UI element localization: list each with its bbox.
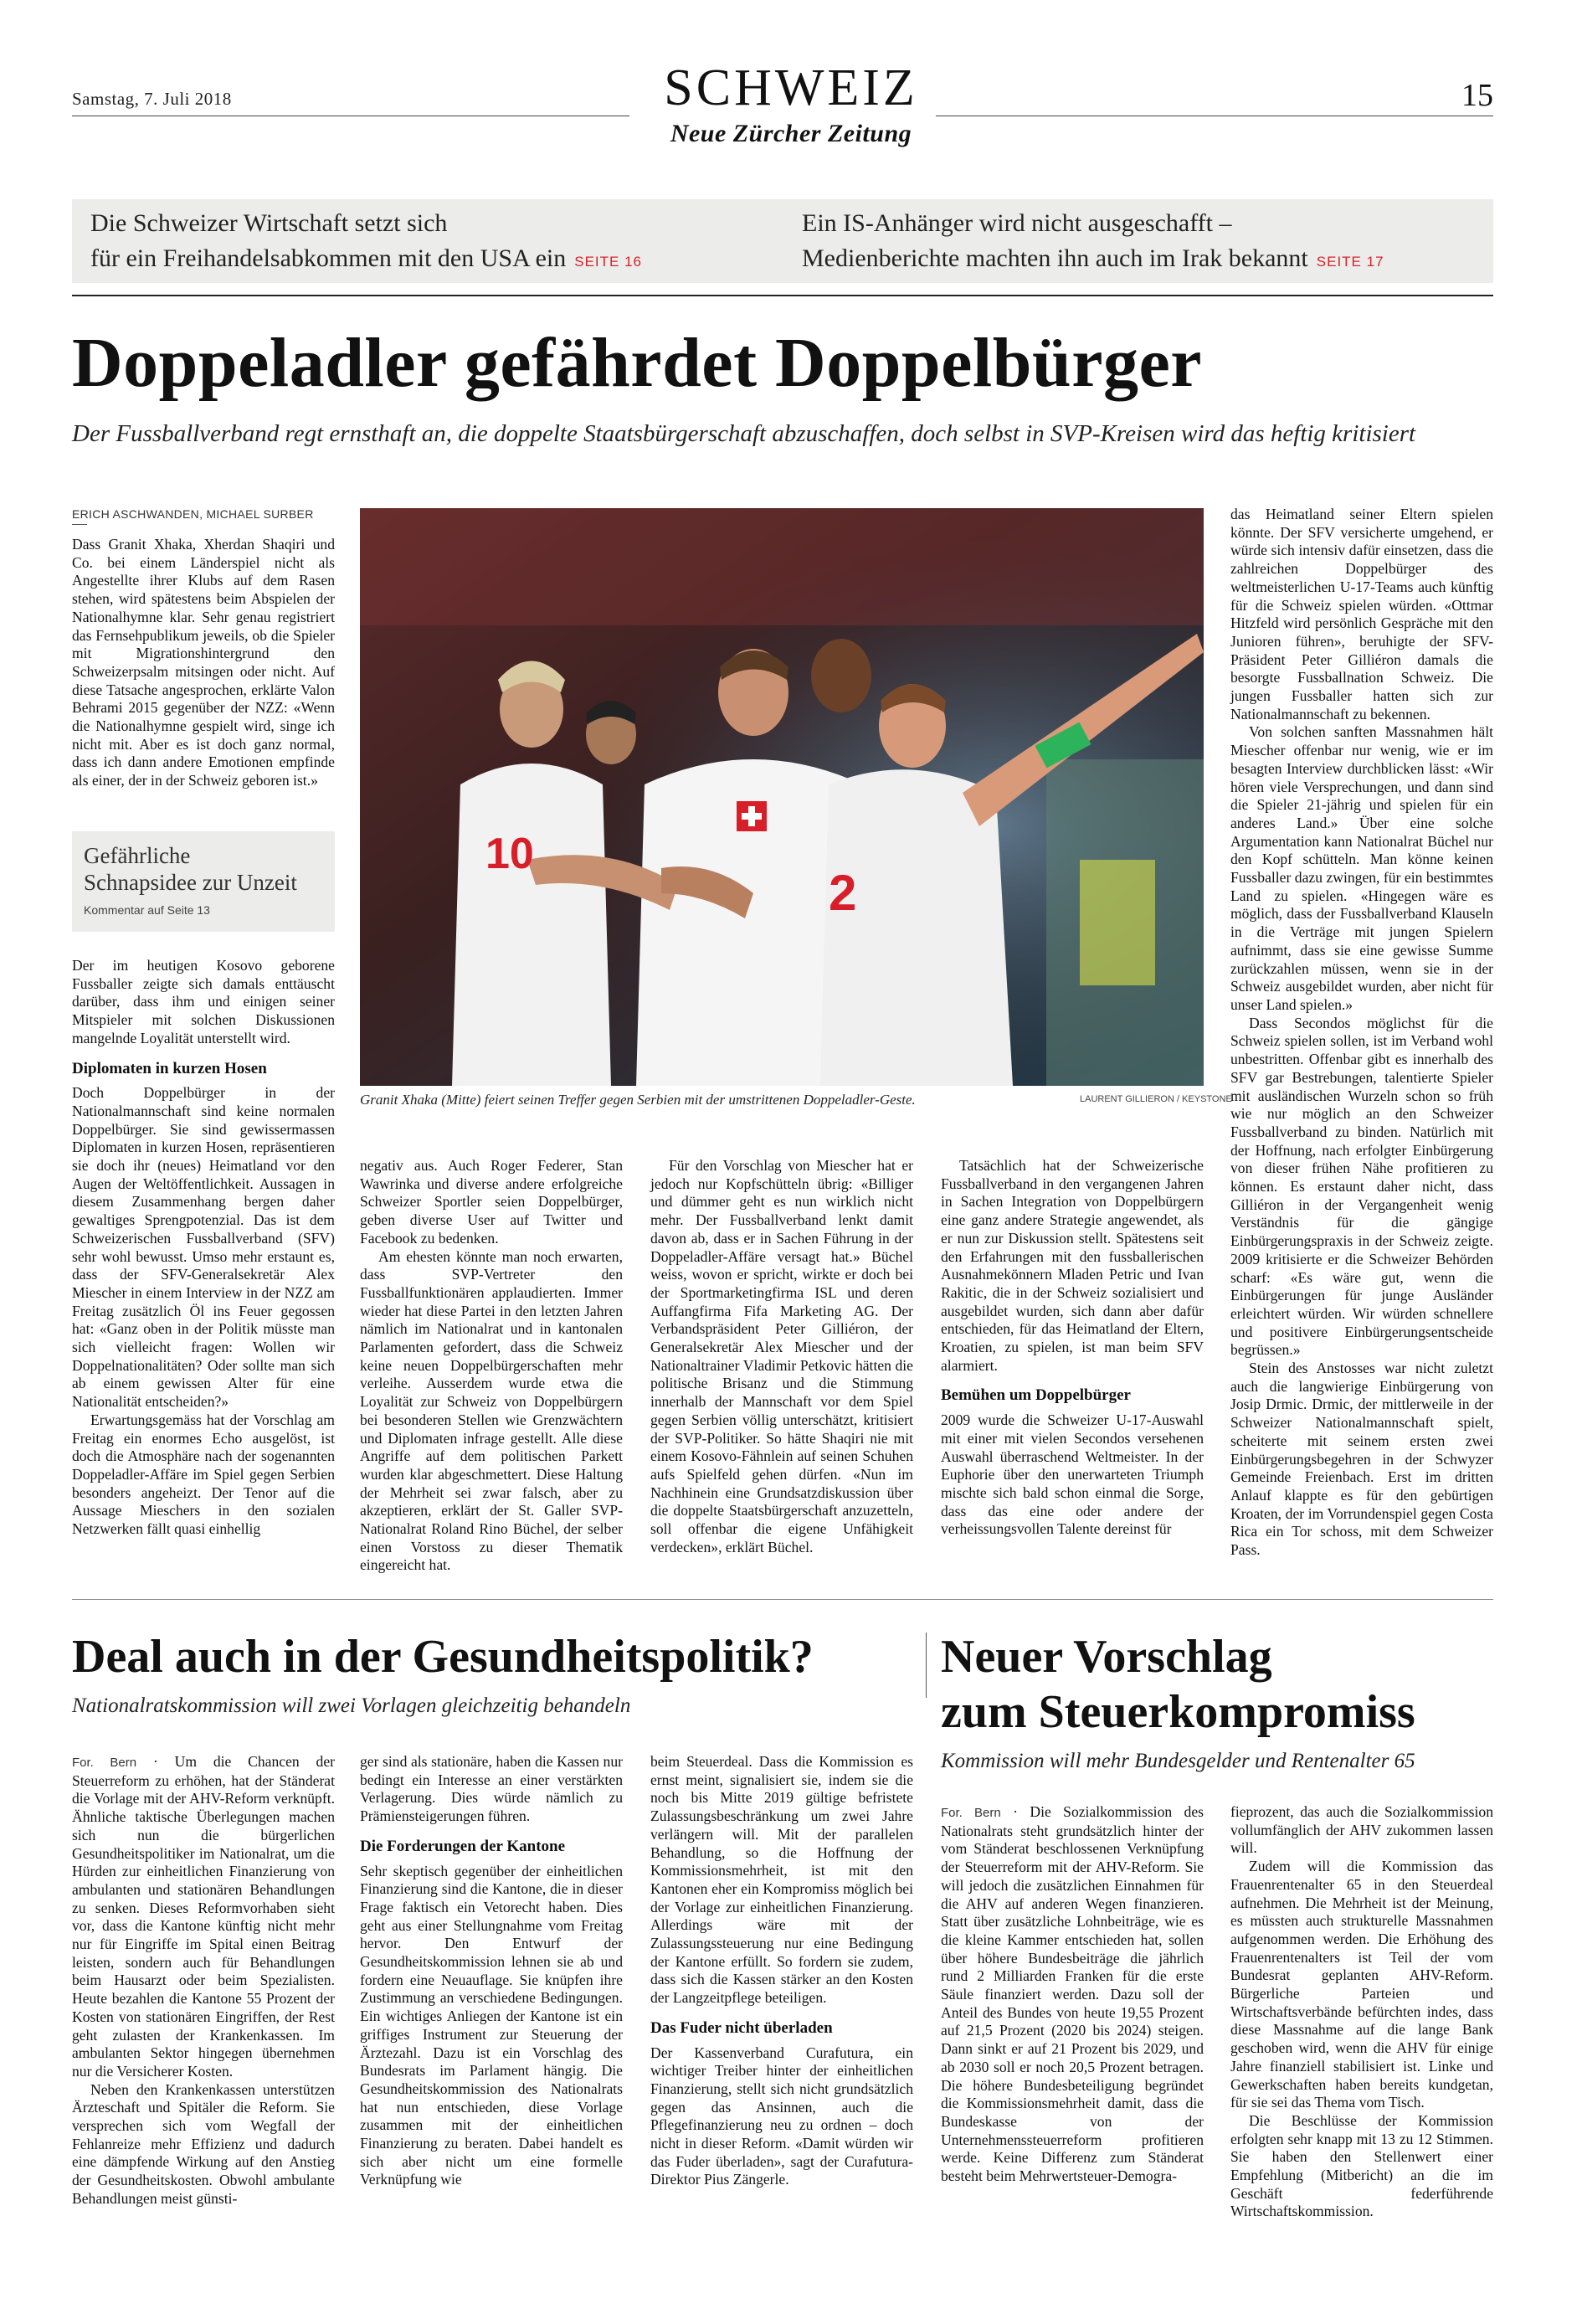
section-title: SCHWEIZ bbox=[664, 59, 918, 116]
subhead-diplomaten: Diplomaten in kurzen Hosen bbox=[72, 1059, 267, 1077]
main-col3-p1: Für den Vorschlag von Miescher hat er jedoch nur Kopfschütteln übrig: «Billiger und dümmer geht es nun wirklich nicht mehr. Der Fussballverband lenkt damit davon ab, dass er in Sachen Führung in der Doppeladler-Affäre versagt hat.» Büchel weiss, wovon er spricht, wirkte er doch bei der Sportmarketingfirma ISL und deren Auffangfirma Fifa Marketing AG. Der Verbandspräsident Peter Gilliéron, der Generalsekretär Alex Miescher und der Nationaltrainer Vladimir Petkovic hätten die politische Brisanz und die Stimmung innerhalb der Mannschaft vor dem Spiel gegen Serbien völlig unterschätzt, kritisiert der SVP-Politiker. So hätte Shaqiri nie mit einem Kosovo-Fähnlein auf seinen Schuhen aufs Spielfeld gehen dürfen. «Nun im Nachhinein eine Grundsatzdiskussion über die doppelte Staatsbürgerschaft anzuzetteln, soll offenbar die eigene Unfähigkeit verdecken», erklärt Büchel. bbox=[650, 1157, 913, 1555]
teaser-page-ref: SEITE 17 bbox=[1316, 254, 1384, 270]
article3-col1-p1: Die Sozialkommission des Nationalrats steht grundsätzlich hinter der vom Ständerat beschlossenen Verknüpfung der Steuerreform mit der AHV-Reform. Sie will jedoch die zusätzlichen Einnahmen für die AHV auf anderen Wegen finanzieren. Statt über zusätzliche Lohnbeiträge, wie es die kleine Kammer entschieden hat, sollen über höhere Bundesbeiträge die jährlich rund 2 Milliarden Franken für die erste Säule finanziert werden. Dazu soll der Anteil des Bundes von heute 19,55 Prozent auf 21,5 Prozent (2020 bis 2024) steigen. Dann sinkt er auf 21 Prozent bis 2029, und ab 2030 soll er noch 20,5 Prozent betragen. Die höhere Bundesbeteiligung begründet die Kommissionsmehrheit damit, dass die Bundeskasse von der Unternehmenssteuerreform profitieren werde. Keine Differenz zum Ständerat besteht beim Mehrwertsteuer-Demogra- bbox=[941, 1803, 1204, 2185]
newspaper-logo: Neue Zürcher Zeitung bbox=[670, 120, 912, 147]
article3-col2-p2: Zudem will die Kommission das Frauenrentenalter 65 in den Steuerdeal aufnehmen. Die Mehrheit ist der Meinung, es müssten auch strukturelle Massnahmen aufgenommen werden. Die Erhöhung des Frauenrentenalters ist Teil der vom Bundesrat geplanten AHV-Reform. Bürgerliche Parteien und Wirtschaftsverbände befürchten indes, dass diese Massnahme auf die lange Bank geschoben wird, wenn die AHV für einige Jahre finanziell stabilisiert ist. Linke und Gewerkschaften haben bereits kundgetan, für sie sei das Thema vom Tisch. bbox=[1230, 1858, 1493, 2111]
section-divider bbox=[72, 1599, 1493, 1600]
article2-col3-p1: beim Steuerdeal. Dass die Kommission es ernst meint, signalisiert sie, indem sie die noch bis Mitte 2019 gültige befristete Zulassungsbeschränkung um zwei Jahre verlängern will. Mit der parallelen Behandlung, so die Hoffnung der Kommissionsmehrheit, ist mit den Kantonen eher ein Kompromiss möglich bei der Vorlage zur einheitlichen Finanzierung. Allerdings wäre mit der Zulassungssteuerung nur eine Bedingung der Kantone erfüllt. So fordern sie zudem, dass sich die Kassen stärker an den Kosten der Langzeitpflege beteiligen. bbox=[650, 1753, 913, 2007]
main-col-5 bbox=[1230, 506, 1493, 1560]
dateline-separator: · bbox=[136, 1753, 175, 1770]
teaser-bottom-rule bbox=[72, 295, 1493, 296]
main-intro: Dass Granit Xhaka, Xherdan Shaqiri und Co. bei einem Länderspiel nicht als Angestellte ihrer Klubs auf dem Rasen stehen, wird spätestens beim Abspielen der Nationalhymne klar. Sehr genau registriert das Fernsehpublikum jeweils, ob die Spieler mit Migrationshintergrund den Schweizerpsalm mitsingen oder nicht. Auf diese Tatsache angesprochen, erklärte Valon Behrami 2015 gegenüber der NZZ: «Wenn die Nationalhymne gespielt wird, singe ich nicht mit. Aber es ist doch ganz normal, dass ich dann andere Emotionen empfinde als einer, der in der Schweiz geboren ist.» bbox=[72, 536, 335, 789]
article2-col3-p2: Der Kassenverband Curafutura, ein wichtiger Treiber hinter der einheitlichen Finanzierung, stellt sich nicht grundsätzlich gegen das Ansinnen, auch die Pflegefinanzierung neu zu ordnen – doch nicht in dieser Reform. «Damit würden wir das Fuder überladen», sagt der Curafutura-Direktor Pius Zängerle. bbox=[650, 2044, 913, 2188]
main-col5-p4: Stein des Anstosses war nicht zuletzt auch die langwierige Einbürgerung von Josip Drmic. Drmic, der mittlerweile in der Schweizer Nationalmannschaft spielt, scheiterte mit seinem ersten zwei Einbürgerungsbegehren in der Schwyzer Gemeinde Freienbach. Erst im dritten Anlauf klappte es für den gebürtigen Kroaten, der im Vorrundenspiel gegen Costa Rica ein Tor schoss, mit dem Schweizer Pass. bbox=[1230, 1360, 1493, 1559]
kommentar-title-2: Schnapsidee zur Unzeit bbox=[84, 870, 297, 895]
main-col1-p4: Erwartungsgemäss hat der Vorschlag am Freitag ein enormes Echo ausgelöst, ist doch die Atmosphäre nach der sogenannten Doppeladler-Affäre im Spiel gegen Serbien besonders angeheizt. Der Tenor auf die Aussage Mieschers in den sozialen Netzwerken fällt quasi einhellig bbox=[72, 1411, 335, 1538]
byline: ERICH ASCHWANDEN, MICHAEL SURBER bbox=[72, 507, 314, 521]
main-subhead: Der Fussballverband regt ernsthaft an, die doppelte Staatsbürgerschaft abzuschaffen, doch selbst in SVP-Kreisen wird das heftig kritisiert bbox=[72, 420, 1416, 447]
main-col5-p3: Dass Secondos möglichst für die Schweiz spielen sollen, ist im Verband wohl unbestritten. Offenbar gibt es innerhalb des SFV gar Bestrebungen, talentierte Spieler mit ausländischen Wurzeln schon so früh wie nur möglich an den Schweizer Fussballverband zu binden. Natürlich mit der Hoffnung, nach erfolgter Einbürgerung von dieser frühen Nähe profitieren zu können. Es erstaunt daher nicht, dass Gilliéron in der Vergangenheit wenig Verständnis für die gängige Einbürgerungspraxis in der Schweiz zeigte. 2009 kritisierte er die Schweizer Behörden scharf: «Es wäre gut, wenn die Einbürgerungen für junge Ausländer erleichtert würden. Wir würden schnellere und positivere Einbürgerungsentscheide begrüssen.» bbox=[1230, 1014, 1493, 1359]
main-col2-p2: Am ehesten könnte man noch erwarten, dass SVP-Vertreter den Fussballfunktionären applaudierten. Immer wieder hat diese Partei in den letzten Jahren nämlich im Nationalrat und in kantonalen Parlamenten gefordert, dass die Schweiz keine neuen Doppelbürgerschaften mehr verleihe. Ausserdem wurde etwa die Loyalität zur Schweiz von Doppelbürgern bei besonderen Stellen wie Grenzwächtern und Diplomaten infrage gestellt. Alle diese Angriffe auf dem politischen Parkett wurden klar abgeschmettert. Diese Haltung der Mehrheit sei zwar falsch, aber zu akzeptieren, erklärt der St. Galler SVP-Nationalrat Roland Rino Büchel, der selber einen Vorstoss zu dieser Thematik eingereicht hat. bbox=[360, 1247, 623, 1574]
photo-football-players bbox=[360, 508, 1204, 1086]
subhead-bemuehen: Bemühen um Doppelbürger bbox=[941, 1386, 1131, 1405]
article3-headline-1: Neuer Vorschlag bbox=[941, 1631, 1272, 1683]
main-col-2 bbox=[360, 1157, 623, 1575]
article2-col-3 bbox=[650, 1753, 913, 2189]
article2-col-1 bbox=[72, 1753, 335, 2208]
main-col-4 bbox=[941, 1157, 1204, 1539]
page-number: 15 bbox=[1461, 78, 1493, 113]
article-separator-vertical bbox=[926, 1632, 927, 1698]
kommentar-ref: Kommentar auf Seite 13 bbox=[84, 903, 210, 917]
main-col4-p2: 2009 wurde die Schweizer U-17-Auswahl mit einer mit vielen Secondos versehenen Auswahl überraschend Weltmeister. In der Euphorie über den unerwarteten Triumph mischte sich bald schon einmal die Sorge, dass das eine oder andere der verheissungsvollen Talente dereinst für bbox=[941, 1411, 1204, 1538]
dateline-separator: · bbox=[1000, 1803, 1030, 1820]
photo-credit: LAURENT GILLIERON / KEYSTONE bbox=[1080, 1094, 1232, 1104]
teaser-page-ref: SEITE 16 bbox=[574, 254, 642, 270]
article3-col2-p1: fieprozent, das auch die Sozialkommission vollumfänglich der AHV zukommen lassen will. bbox=[1230, 1803, 1493, 1857]
article3-col-1 bbox=[941, 1803, 1204, 2186]
main-photo bbox=[360, 508, 1204, 1086]
article2-col1-p2: Neben den Krankenkassen unterstützen Ärzteschaft und Spitäler die Reform. Sie versprechen sich vom Wegfall der Fehlanreize mehr Effizienz und dadurch eine dämpfende Wirkung auf den Anstieg der Gesundheitskosten. Obwohl ambulante Behandlungen meist günsti- bbox=[72, 2080, 335, 2207]
main-col-1-top bbox=[72, 536, 335, 790]
main-col5-p2: Von solchen sanften Massnahmen hält Miescher offenbar nur wenig, wie er im besagten Interview durchblicken lässt: «Wir hören viele Versprechungen, und dann sind die Spieler 21-jährig und spielen für ein anderes Land.» Über eine solche Argumentation kann Nationalrat Büchel nur den Kopf schütteln. Man könne keinen Fussballer dazu zwingen, für ein bestimmtes Land zu spielen. «Hingegen wäre es möglich, dass der Fussballverband Klauseln in die Verträge mit jungen Spielern aufnimmt, dass sie eine gewisse Summe zurückzahlen müssen, wenn sie in der Schweiz ausgebildet wurden, aber nicht für unser Land spielen.» bbox=[1230, 723, 1493, 1013]
main-col1-p2: Der im heutigen Kosovo geborene Fussballer zeigte sich damals enttäuscht darüber, dass ihm und einigen seiner Mitspieler mit solchen Diskussionen mangelnde Loyalität unterstellt wird. bbox=[72, 957, 335, 1046]
main-col4-p1: Tatsächlich hat der Schweizerische Fussballverband in den vergangenen Jahren in Sachen Integration von Doppelbürgern eine ganz andere Strategie angewendet, als er nun zur Diskussion stellt. Spätestens seit den Erfahrungen mit den fussballerischen Ausnahmekönnern Mladen Petric und Ivan Rakitic, die in der Schweiz sozialisiert und ausgebildet wurden, sich dann aber dafür entschieden, für das Heimatland der Eltern, Kroatien, zu spielen, ist man beim SFV alarmiert. bbox=[941, 1157, 1204, 1374]
jersey-number-10: 10 bbox=[485, 830, 534, 878]
kommentar-title-1: Gefährliche bbox=[84, 843, 191, 868]
article2-col-2 bbox=[360, 1753, 623, 2189]
dateline: For. Bern bbox=[941, 1806, 1001, 1820]
jersey-number-2: 2 bbox=[829, 865, 857, 921]
issue-date: Samstag, 7. Juli 2018 bbox=[72, 89, 232, 109]
main-headline: Doppeladler gefährdet Doppelbürger bbox=[72, 324, 1203, 402]
main-col-3 bbox=[650, 1157, 913, 1556]
article2-subhead: Nationalratskommission will zwei Vorlagen gleichzeitig behandeln bbox=[72, 1694, 631, 1717]
article3-col-2 bbox=[1230, 1803, 1493, 2221]
teaser-wirtschaft[interactable] bbox=[90, 206, 642, 280]
kommentar-box[interactable] bbox=[72, 831, 335, 932]
teaser-line-2: für ein Freihandelsabkommen mit den USA ein bbox=[90, 244, 567, 272]
article3-col1-p1-wrap bbox=[941, 1803, 1204, 2186]
main-col2-p1: negativ aus. Auch Roger Federer, Stan Wawrinka und diverse andere erfolgreiche Schweizer Sportler seien Doppelbürger, geben diverse User auf Twitter und Facebook zu bedenken. bbox=[360, 1157, 623, 1247]
article3-col2-p3: Die Beschlüsse der Kommission erfolgten sehr knapp mit 13 zu 12 Stimmen. Sie haben den Stellenwert einer Empfehlung (Mitbericht) an die im Geschäft federführende Wirtschaftskommission. bbox=[1230, 2111, 1493, 2220]
teaser-bar bbox=[72, 199, 1493, 283]
article2-col1-p1-wrap bbox=[72, 1753, 335, 2081]
teaser-line-2-row bbox=[802, 241, 1384, 280]
main-col1-p3: Doch Doppelbürger in der Nationalmannschaft sind keine normalen Doppelbürger. Sie sind gewissermassen Diplomaten in kurzen Hosen, repräsentieren sie doch ihr (neues) Heimatland vor den Augen der Weltöffentlichkeit. Aussagen in diesem Zusammenhang bergen daher gewaltiges Sprengpotenzial. Das ist dem Schweizerischen Fussballverband (SFV) sehr wohl bewusst. Umso mehr erstaunt es, dass der SFV-Generalsekretär Alex Miescher in einem Interview in der NZZ am Freitag zusätzlich Öl ins Feuer gegossen hat: «Ganz oben in der Politik müsste man sich vielleicht fragen: Wollen wir Doppelnationalitäten? Oder sollte man sich ab einem gewissen Alter für eine Nationalität entscheiden?» bbox=[72, 1084, 335, 1411]
article2-col1-p1: Um die Chancen der Steuerreform zu erhöhen, hat der Ständerat die Vorlage mit der AHV-Reform verknüpft. Ähnliche taktische Überlegungen machen sich nun die bürgerlichen Gesundheitspolitiker im Nationalrat, um die Hürden zur einheitlichen Finanzierung von ambulanten und stationären Behandlungen zu senken. Dieses Reformvorhaben sieht vor, dass die Kantone künftig nicht mehr nur für Eingriffe im Spital einen Beitrag leisten, sondern auch für Behandlungen beim Hausarzt oder beim Spezialisten. Heute bezahlen die Kantone 55 Prozent der Kosten von stationären Eingriffen, der Rest geht zulasten der Krankenkassen. Im ambulanten Sektor hingegen übernehmen nur die Versicherer Kosten. bbox=[72, 1753, 335, 2080]
main-col-1-bottom bbox=[72, 957, 335, 1539]
main-col5-p1: das Heimatland seiner Eltern spielen könnte. Der SFV versicherte umgehend, er würde sich intensiv dafür einsetzen, dass die zahlreichen Doppelbürger des weltmeisterlichen U-17-Teams auch künftig für die Schweiz spielen würden. «Ottmar Hitzfeld wird persönlich Gespräche mit den Junioren führen», beruhigte der SFV-Präsident Peter Gilliéron damals die besorgte Fussballnation Schweiz. Die jungen Fussballer hatten sich zur Nationalmannschaft zu bekennen. bbox=[1230, 506, 1493, 722]
article2-headline: Deal auch in der Gesundheitspolitik? bbox=[72, 1631, 814, 1683]
dateline: For. Bern bbox=[72, 1756, 137, 1770]
article2-col2-p2: Sehr skeptisch gegenüber der einheitlichen Finanzierung sind die Kantone, die in dieser Frage faktisch ein Vetorecht haben. Dies geht aus einer Stellungnahme vom Freitag hervor. Den Entwurf der Gesundheitskommission lehnen sie ab und fordern eine Neuauflage. Sie knüpfen ihre Zustimmung an verschiedene Bedingungen. Ein wichtiges Anliegen der Kantone ist ein griffiges Instrument zur Steuerung der Ärztezahl. Dazu ist ein Vorschlag des Bundesrats im Parlament hängig. Die Gesundheitskommission des Nationalrats hat nun entschieden, diese Vorlage zusammen mit der einheitlichen Finanzierung zu beraten. Dabei handelt es sich aber nicht um eine formelle Verknüpfung wie bbox=[360, 1862, 623, 2188]
teaser-is-anhaenger[interactable] bbox=[802, 206, 1384, 280]
article2-col2-p1: ger sind als stationäre, haben die Kassen nur bedingt ein Interesse an einer verstärkten Verlagerung. Dies würde nämlich zu Prämiensteigerungen führen. bbox=[360, 1753, 623, 1825]
teaser-line-1: Ein IS-Anhänger wird nicht ausgeschafft – bbox=[802, 209, 1232, 237]
article3-subhead: Kommission will mehr Bundesgelder und Rentenalter 65 bbox=[941, 1750, 1415, 1772]
teaser-line-2-row bbox=[90, 241, 642, 280]
teaser-line-2: Medienberichte machten ihn auch im Irak bekannt bbox=[802, 244, 1308, 272]
teaser-line-1: Die Schweizer Wirtschaft setzt sich bbox=[90, 209, 448, 237]
subhead-fuder: Das Fuder nicht überladen bbox=[650, 2018, 833, 2037]
photo-caption: Granit Xhaka (Mitte) feiert seinen Treffer gegen Serbien mit der umstrittenen Doppeladler-Geste. bbox=[360, 1092, 916, 1108]
subhead-kantone: Die Forderungen der Kantone bbox=[360, 1837, 566, 1855]
article3-headline-2: zum Steuerkompromiss bbox=[941, 1686, 1415, 1738]
byline-rule bbox=[72, 524, 87, 525]
